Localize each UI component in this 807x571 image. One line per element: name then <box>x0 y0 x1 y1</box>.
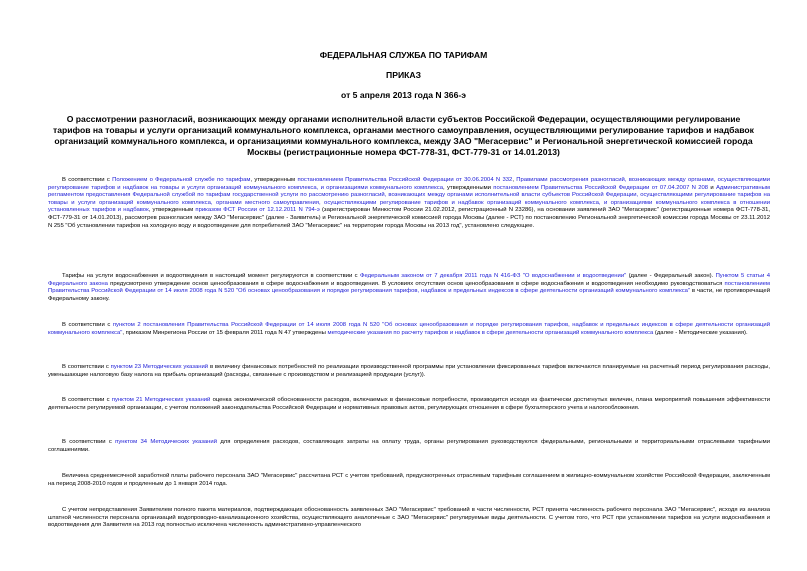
paragraph-text: и <box>708 184 716 191</box>
paragraph-text: , утвержденным <box>148 207 196 214</box>
paragraph-text: (зарегистрирован Минюстом России 21.02.2012, регистрационный N 23286), на основании заявлений ЗАО "Мегасервис" (регистрационные номера ФСТ-778-31, ФСТ-779-31 от 14.01.2013), рассмотрев разногласия между ЗАО "Мегасервис" (далее - Заявитель) и Региональной энергетической комиссией города Москвы (далее - РСТ) по постановлению Региональной энергетической комиссии города Москвы от 23.11.2012 N 255 "Об установлении тарифов на холодную воду и водоотведение для потребителей ЗАО "Мегасервис" на территории города Москвы на 2013 год", установлено следующее. <box>48 207 770 229</box>
legal-reference-link[interactable]: приказом ФСТ России от 12.12.2011 N 794-э <box>195 207 320 214</box>
legal-reference-link[interactable]: Федеральным законом от 7 декабря 2011 года N 416-ФЗ "О водоснабжении и водоотведении" <box>359 273 627 279</box>
paragraph-2 <box>48 273 770 303</box>
paragraph-5 <box>48 397 770 412</box>
legal-reference-link[interactable]: Положением о Федеральной службе по тарифам <box>112 177 251 183</box>
legal-reference-link[interactable]: постановлением Правительства Российской Федерации от 30.06.2004 N 332 <box>297 177 513 183</box>
legal-reference-link[interactable]: пунктом 34 Методических указаний <box>115 439 218 445</box>
legal-reference-link[interactable]: Пунктом 5 статьи 4 Федерального закона <box>48 273 770 287</box>
paragraph-text: , утвержденным <box>250 177 298 183</box>
paragraph-text: В соответствии с <box>62 364 111 370</box>
paragraph-4 <box>48 364 770 379</box>
paragraph-text: оценка экономической обоснованности расходов, включаемых в финансовые потребности, производится исходя из фактически достигнутых величин, плана мероприятий повышения эффективности деятельности регулируемой организации, с учетом положений законодательства Российской Федерации и нормативных правовых актов, регулирующих отношения в сфере бухгалтерского учета и налогообложения. <box>48 397 770 411</box>
legal-reference-link[interactable]: пунктом 21 Методических указаний <box>111 397 211 403</box>
paragraph-text: В соответствии с <box>62 397 112 403</box>
document-title: О рассмотрении разногласий, возникающих между органами исполнительной власти субъектов Российской Федерации, осуществляющими регулирование тарифов на товары и услуги организаций коммунального комплекса, органами местного самоуправления, осуществляющими регулирование тарифов и надбавок организаций коммунального комплекса, и организациями коммунального комплекса, между ЗАО "Мегасервис" и Региональной энергетической комиссией города Москвы (регистрационные номера ФСТ-778-31, ФСТ-779-31 от 14.01.2013) <box>53 114 754 157</box>
paragraph-text: , <box>512 177 517 183</box>
legal-reference-link[interactable]: Административным регламентом предоставления Федеральной службой по тарифам государственной услуги по рассмотрению разногласий, возникающих между органами исполнительной власти субъектов Российской Федерации, осуществляющими регулирование тарифов на товары и услуги организаций коммунального комплекса, органами местного самоуправления, осуществляющими регулирование тарифов и надбавок организаций коммунального комплекса, и организациями коммунального комплекса в отношении установленных тарифов и надбавок <box>48 184 770 214</box>
paragraph-text: , приказом Минрегиона России от 15 февраля 2011 года N 47 утверждены <box>122 329 328 336</box>
paragraph-1 <box>48 177 770 230</box>
document-type: ПРИКАЗ <box>386 70 421 80</box>
document-date: от 5 апреля 2013 года N 366-э <box>341 90 466 100</box>
legal-reference-link[interactable]: Правилами рассмотрения разногласий, возникающих между органами, осуществляющими регулирование тарифов и надбавок на товары и услуги организаций коммунального комплекса, и организациями коммунального комплекса <box>48 177 771 191</box>
paragraph-text: Величина среднемесячной заработной платы рабочего персонала ЗАО "Мегасервис" рассчитана РСТ с учетом требований, предусмотренных отраслевым тарифным соглашением в жилищно-коммунальном хозяйстве Российской Федерации, заключенным на период 2008-2010 годов и продленным до 1 января 2014 года. <box>48 473 770 487</box>
legal-reference-link[interactable]: постановлением Правительства Российской Федерации от 07.04.2007 N 208 <box>493 184 709 191</box>
paragraph-6 <box>48 439 770 454</box>
paragraph-text: в величину финансовых потребностей по реализации производственной программы при установлении фиксированных тарифов включаются планируемые на расчетный период регулирования расходы, уменьшающие налоговую базу налога на прибыль организаций (расходы, связанные с производством и реализацией продукции (услуг)). <box>48 364 770 378</box>
paragraph-3 <box>48 322 770 337</box>
legal-reference-link[interactable]: пунктом 23 Методических указаний <box>110 364 209 370</box>
paragraph-text: С учетом непредставления Заявителем полного пакета материалов, подтверждающих обоснованность заявленных ЗАО "Мегасервис" требований в части численности, РСТ принята численность рабочего персонала ЗАО "Мегасервис", исходя из анализа штатной численности персонала организаций водопроводно-канализационного хозяйства, осуществляющего аналогичные с ЗАО "Мегасервис" регулируемые виды деятельности. С учетом того, что РСТ при установлении тарифов на услуги водоснабжения и водоотведения для Заявителя на 2013 год полностью исключена численность административно-управленческого <box>48 507 770 529</box>
paragraph-text: для определения расходов, составляющих затраты на оплату труда, органы регулирования руководствуются федеральными, региональными и территориальными отраслевыми тарифными соглашениями. <box>48 439 770 453</box>
paragraph-text: предусмотрено утверждение основ ценообразования в сфере водоснабжения и водоотведения. В условиях отсутствия основ ценообразования в сфере водоснабжения и водоотведения необходимо руководствоваться <box>107 280 725 287</box>
paragraph-text: В соответствии с <box>62 439 116 445</box>
legal-reference-link[interactable]: методические указания по расчету тарифов и надбавок в сфере деятельности организаций коммунального комплекса <box>327 329 654 336</box>
agency-header: ФЕДЕРАЛЬНАЯ СЛУЖБА ПО ТАРИФАМ <box>319 50 488 60</box>
legal-reference-link[interactable]: постановлением Правительства Российской Федерации от 14 июля 2008 года N 520 "Об основах ценообразования и порядке регулирования тарифов, надбавок и предельных индексов в сфере деятельности организаций коммунального комплекса" <box>48 280 770 295</box>
paragraph-text: (далее - Федеральный закон). <box>626 273 716 279</box>
paragraph-text: , утвержденными <box>443 184 494 191</box>
paragraph-8 <box>48 507 770 530</box>
legal-reference-link[interactable]: пунктом 2 постановления Правительства Российской Федерации от 14 июля 2008 года N 520 "Об основах ценообразования и порядке регулирования тарифов, надбавок и предельных индексов в сфере деятельности организаций коммунального комплекса" <box>48 322 770 336</box>
paragraph-text: В соответствии с <box>62 322 113 328</box>
paragraph-text: В соответствии с <box>62 177 113 183</box>
paragraph-text: (далее - Методические указания). <box>653 329 748 336</box>
paragraph-text: в части, не противоречащей Федеральному закону. <box>48 288 770 302</box>
paragraph-text: Тарифы на услуги водоснабжения и водоотведения в настоящий момент регулируются в соответствии с <box>62 273 360 279</box>
paragraph-7 <box>48 473 770 488</box>
